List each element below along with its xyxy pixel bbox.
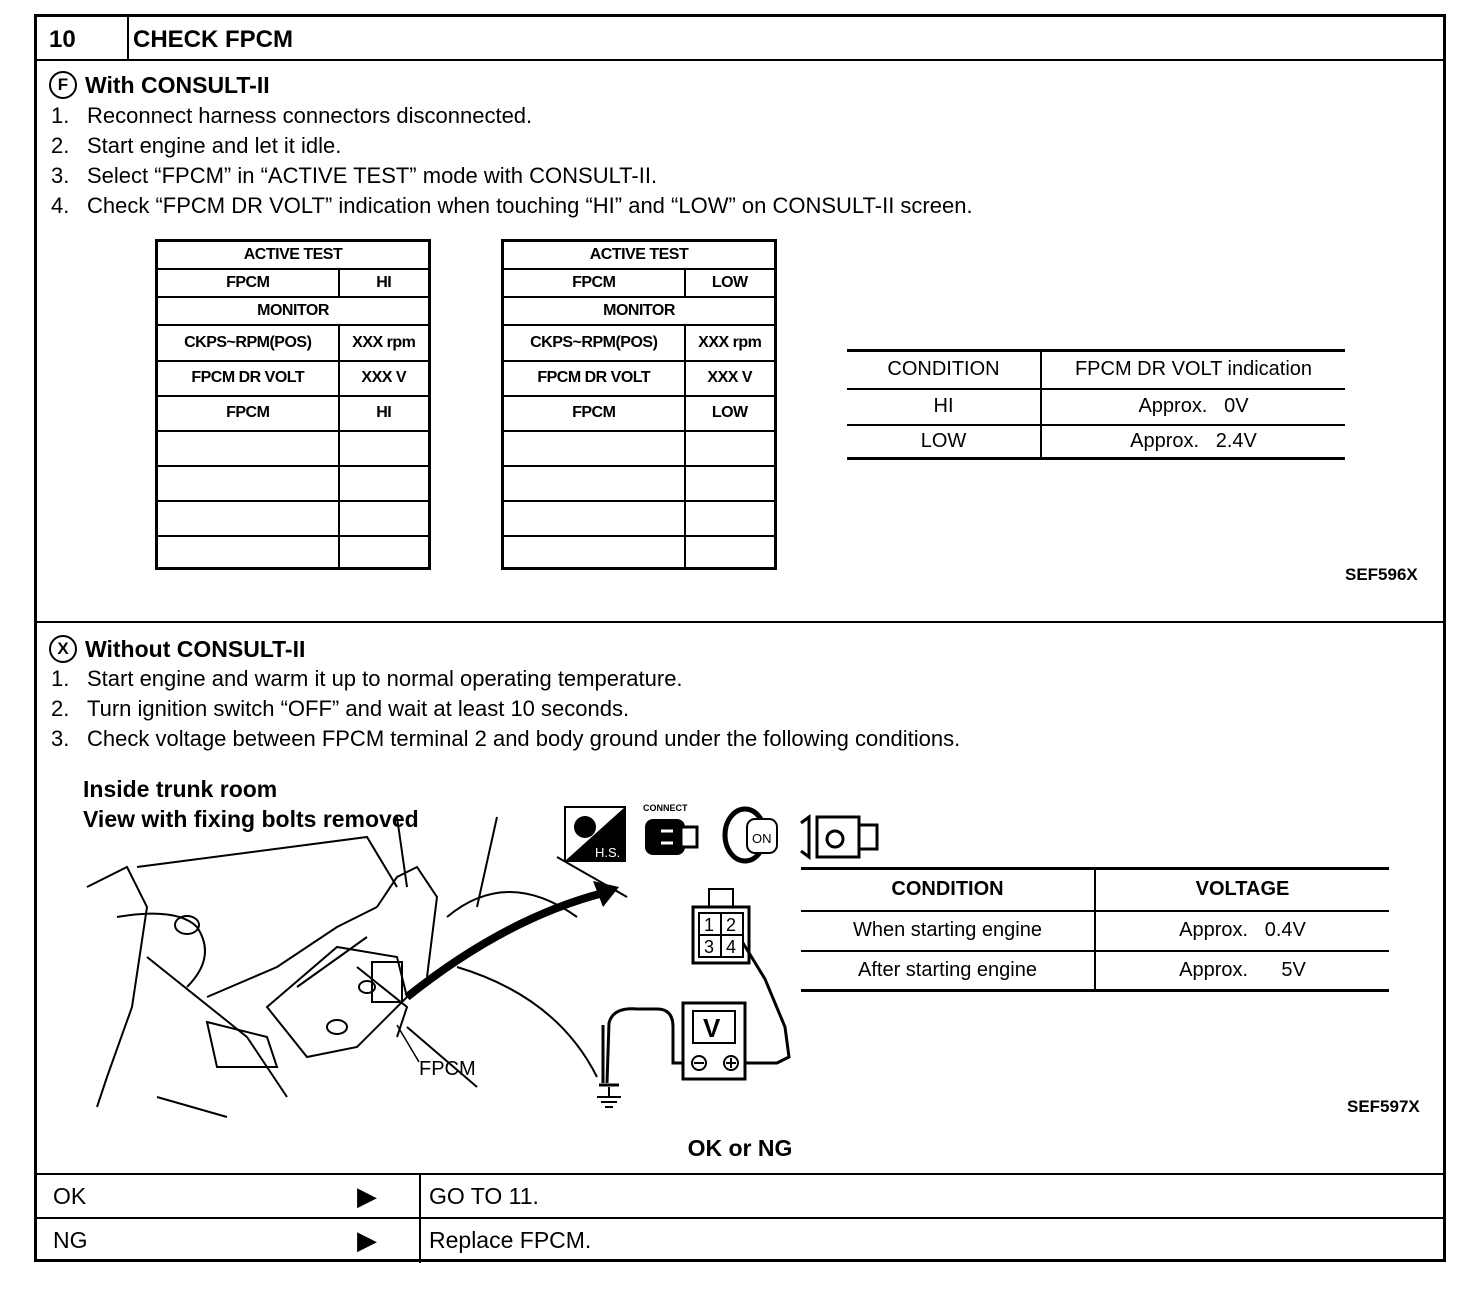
step-item: 2. Start engine and let it idle. [51, 133, 342, 158]
without-consult-title: X Without CONSULT-II [49, 635, 305, 663]
ok-or-ng-question: OK or NG [687, 1135, 793, 1161]
step-item: 3. Check voltage between FPCM terminal 2 and body ground under the following conditions. [51, 726, 961, 751]
trunk-drawing [87, 817, 627, 1117]
no-consult-icon: X [49, 635, 77, 663]
fpcm-label: FPCM [419, 1058, 476, 1080]
pointer-arrow-line [407, 892, 607, 997]
svg-text:V: V [703, 1013, 721, 1043]
ignition-on-icon [725, 809, 777, 861]
caption-view: View with fixing bolts removed [83, 806, 419, 832]
voltmeter-icon [683, 1003, 745, 1079]
connector-diagram [693, 889, 749, 963]
consult-icon: F [49, 71, 77, 99]
svg-text:3: 3 [704, 937, 715, 957]
result-row-ok: OK ▶ GO TO 11. [37, 1173, 1443, 1217]
step-item: 1. Reconnect harness connectors disconnected. [51, 103, 533, 128]
svg-text:1: 1 [704, 915, 715, 935]
step-title: CHECK FPCM [133, 26, 293, 53]
step-number: 10 [37, 17, 129, 59]
with-consult-steps [51, 101, 973, 221]
svg-text:ON: ON [752, 831, 772, 846]
arrow-right-icon: ▶ [357, 1181, 377, 1211]
caption-trunk: Inside trunk room [83, 776, 278, 802]
svg-text:4: 4 [726, 937, 737, 957]
result-row-ng: NG ▶ Replace FPCM. [37, 1217, 1443, 1261]
harness-sensor-icon [565, 807, 625, 861]
voltage-table: CONDITION VOLTAGE When starting engine Approx. 0.4V After starting engine Approx. 5V [801, 867, 1389, 992]
without-consult-steps [51, 664, 960, 754]
svg-text:2: 2 [726, 915, 737, 935]
section-divider [37, 621, 1443, 623]
step-item: 4. Check “FPCM DR VOLT” indication when touching “HI” and “LOW” on CONSULT-II screen. [51, 193, 973, 218]
fpcm-dr-volt-table: CONDITION FPCM DR VOLT indication HI Approx. 0V LOW Approx. 2.4V [847, 349, 1345, 460]
step-item: 3. Select “FPCM” in “ACTIVE TEST” mode with CONSULT-II. [51, 163, 658, 188]
ground-symbol [597, 1087, 621, 1107]
step-header [37, 17, 1443, 61]
engine-icon [801, 817, 877, 857]
step-item: 2. Turn ignition switch “OFF” and wait at least 10 seconds. [51, 696, 630, 721]
svg-text:H.S.: H.S. [595, 845, 621, 860]
figure-code-2: SEF597X [1347, 1097, 1420, 1116]
arrow-right-icon: ▶ [357, 1225, 377, 1255]
connect-icon [643, 803, 697, 855]
consult-screen-hi: ACTIVE TEST FPCM HI MONITOR CKPS~RPM(POS) XXX rpm FPCM DR VOLT XXX V FPCM HI [155, 239, 431, 570]
with-consult-title: F With CONSULT-II [49, 71, 270, 99]
procedure-frame [34, 14, 1446, 1262]
svg-text:CONNECT: CONNECT [643, 803, 688, 813]
figure-code-1: SEF596X [1345, 565, 1418, 584]
consult-screen-low: ACTIVE TEST FPCM LOW MONITOR CKPS~RPM(POS) XXX rpm FPCM DR VOLT XXX V FPCM LOW [501, 239, 777, 570]
step-item: 1. Start engine and warm it up to normal operating temperature. [51, 666, 683, 691]
